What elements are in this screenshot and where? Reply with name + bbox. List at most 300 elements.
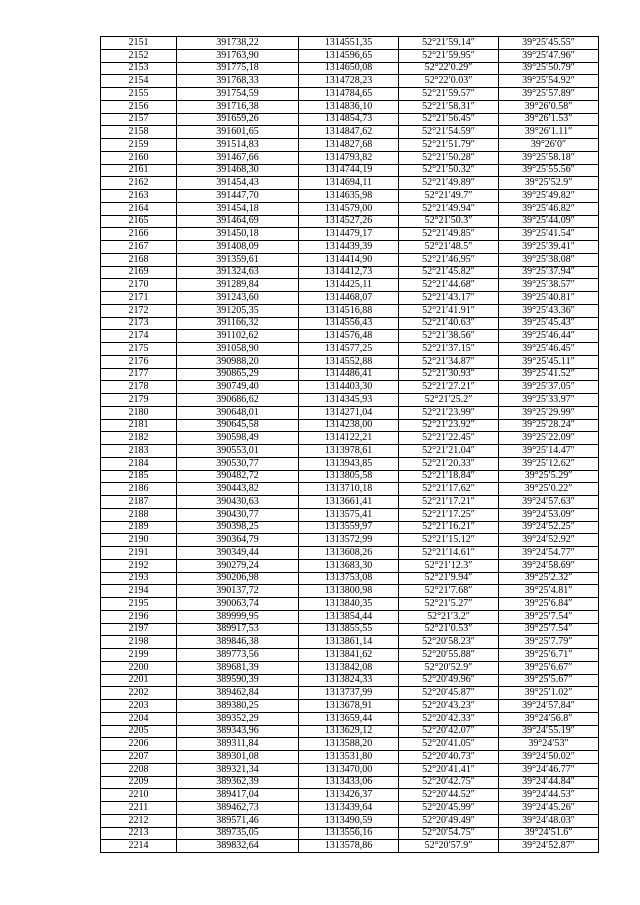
- table-row: [101, 113, 599, 126]
- y-coordinate-cell: 1313661,41: [299, 496, 399, 509]
- table-row: [101, 37, 599, 50]
- latitude-cell: 52°22′0.29″: [399, 62, 499, 75]
- latitude-cell: 52°20′45.87″: [399, 687, 499, 700]
- x-coordinate-cell: 391514,83: [177, 139, 299, 152]
- point-number-cell: 2164: [101, 202, 177, 215]
- x-coordinate-cell: 391058,90: [177, 343, 299, 356]
- latitude-cell: 52°21′9.94″: [399, 572, 499, 585]
- table-row: [101, 789, 599, 802]
- longitude-cell: 39°25′50.79″: [499, 62, 599, 75]
- table-row: [101, 445, 599, 458]
- longitude-cell: 39°25′6.84″: [499, 598, 599, 611]
- latitude-cell: 52°21′17.62″: [399, 483, 499, 496]
- x-coordinate-cell: 390645,58: [177, 419, 299, 432]
- longitude-cell: 39°25′5.29″: [499, 470, 599, 483]
- longitude-cell: 39°24′56.8″: [499, 712, 599, 725]
- y-coordinate-cell: 1314412,73: [299, 266, 399, 279]
- latitude-cell: 52°21′18.84″: [399, 470, 499, 483]
- x-coordinate-cell: 389321,34: [177, 763, 299, 776]
- latitude-cell: 52°20′54.75″: [399, 827, 499, 840]
- x-coordinate-cell: 389462,84: [177, 687, 299, 700]
- table-row: [101, 470, 599, 483]
- latitude-cell: 52°20′58.23″: [399, 636, 499, 649]
- table-row: [101, 317, 599, 330]
- y-coordinate-cell: 1314556,43: [299, 317, 399, 330]
- point-number-cell: 2175: [101, 343, 177, 356]
- y-coordinate-cell: 1313578,86: [299, 840, 399, 853]
- table-row: [101, 623, 599, 636]
- x-coordinate-cell: 391659,26: [177, 113, 299, 126]
- point-number-cell: 2165: [101, 215, 177, 228]
- latitude-cell: 52°21′41.91″: [399, 304, 499, 317]
- x-coordinate-cell: 391467,66: [177, 151, 299, 164]
- longitude-cell: 39°25′37.94″: [499, 266, 599, 279]
- longitude-cell: 39°25′2.32″: [499, 572, 599, 585]
- longitude-cell: 39°24′53.09″: [499, 508, 599, 521]
- y-coordinate-cell: 1314238,00: [299, 419, 399, 432]
- y-coordinate-cell: 1313710,18: [299, 483, 399, 496]
- point-number-cell: 2178: [101, 381, 177, 394]
- y-coordinate-cell: 1313854,44: [299, 610, 399, 623]
- longitude-cell: 39°25′38.08″: [499, 253, 599, 266]
- x-coordinate-cell: 391289,84: [177, 279, 299, 292]
- y-coordinate-cell: 1314576,48: [299, 330, 399, 343]
- table-row: [101, 177, 599, 190]
- point-number-cell: 2200: [101, 661, 177, 674]
- y-coordinate-cell: 1313824,33: [299, 674, 399, 687]
- longitude-cell: 39°25′52.9″: [499, 177, 599, 190]
- table-row: [101, 559, 599, 572]
- longitude-cell: 39°25′46.82″: [499, 202, 599, 215]
- longitude-cell: 39°25′40.81″: [499, 292, 599, 305]
- point-number-cell: 2209: [101, 776, 177, 789]
- y-coordinate-cell: 1314425,11: [299, 279, 399, 292]
- latitude-cell: 52°20′44.52″: [399, 789, 499, 802]
- longitude-cell: 39°24′50.02″: [499, 751, 599, 764]
- latitude-cell: 52°21′40.63″: [399, 317, 499, 330]
- y-coordinate-cell: 1314527,26: [299, 215, 399, 228]
- table-row: [101, 419, 599, 432]
- y-coordinate-cell: 1313439,64: [299, 802, 399, 815]
- x-coordinate-cell: 391359,61: [177, 253, 299, 266]
- y-coordinate-cell: 1313861,14: [299, 636, 399, 649]
- longitude-cell: 39°25′54.92″: [499, 75, 599, 88]
- longitude-cell: 39°25′45.11″: [499, 355, 599, 368]
- table-row: [101, 457, 599, 470]
- point-number-cell: 2155: [101, 88, 177, 101]
- table-row: [101, 406, 599, 419]
- latitude-cell: 52°20′42.75″: [399, 776, 499, 789]
- x-coordinate-cell: 389999,95: [177, 610, 299, 623]
- y-coordinate-cell: 1314271,04: [299, 406, 399, 419]
- longitude-cell: 39°25′49.82″: [499, 190, 599, 203]
- table-row: [101, 598, 599, 611]
- table-row: [101, 394, 599, 407]
- x-coordinate-cell: 390865,29: [177, 368, 299, 381]
- y-coordinate-cell: 1313608,26: [299, 547, 399, 560]
- point-number-cell: 2214: [101, 840, 177, 853]
- table-row: [101, 49, 599, 62]
- latitude-cell: 52°21′23.99″: [399, 406, 499, 419]
- x-coordinate-cell: 390482,72: [177, 470, 299, 483]
- table-row: [101, 381, 599, 394]
- latitude-cell: 52°21′50.32″: [399, 164, 499, 177]
- table-row: [101, 547, 599, 560]
- point-number-cell: 2151: [101, 37, 177, 50]
- y-coordinate-cell: 1313433,06: [299, 776, 399, 789]
- latitude-cell: 52°21′51.79″: [399, 139, 499, 152]
- point-number-cell: 2210: [101, 789, 177, 802]
- table-row: [101, 100, 599, 113]
- table-row: [101, 164, 599, 177]
- point-number-cell: 2194: [101, 585, 177, 598]
- longitude-cell: 39°26′0″: [499, 139, 599, 152]
- y-coordinate-cell: 1314439,39: [299, 241, 399, 254]
- longitude-cell: 39°25′0.22″: [499, 483, 599, 496]
- latitude-cell: 52°21′34.87″: [399, 355, 499, 368]
- x-coordinate-cell: 391243,60: [177, 292, 299, 305]
- table-row: [101, 763, 599, 776]
- point-number-cell: 2199: [101, 649, 177, 662]
- longitude-cell: 39°25′44.09″: [499, 215, 599, 228]
- latitude-cell: 52°21′21.04″: [399, 445, 499, 458]
- latitude-cell: 52°21′49.7″: [399, 190, 499, 203]
- table-row: [101, 304, 599, 317]
- longitude-cell: 39°25′7.54″: [499, 610, 599, 623]
- y-coordinate-cell: 1313840,35: [299, 598, 399, 611]
- longitude-cell: 39°25′14.47″: [499, 445, 599, 458]
- point-number-cell: 2160: [101, 151, 177, 164]
- table-row: [101, 355, 599, 368]
- y-coordinate-cell: 1314784,65: [299, 88, 399, 101]
- x-coordinate-cell: 390364,79: [177, 534, 299, 547]
- table-row: [101, 636, 599, 649]
- table-row: [101, 496, 599, 509]
- point-number-cell: 2174: [101, 330, 177, 343]
- latitude-cell: 52°21′50.28″: [399, 151, 499, 164]
- latitude-cell: 52°20′55.88″: [399, 649, 499, 662]
- x-coordinate-cell: 390430,77: [177, 508, 299, 521]
- x-coordinate-cell: 390749,40: [177, 381, 299, 394]
- y-coordinate-cell: 1313841,62: [299, 649, 399, 662]
- y-coordinate-cell: 1313753,08: [299, 572, 399, 585]
- longitude-cell: 39°25′55.56″: [499, 164, 599, 177]
- table-row: [101, 266, 599, 279]
- longitude-cell: 39°24′48.03″: [499, 814, 599, 827]
- y-coordinate-cell: 1314122,21: [299, 432, 399, 445]
- y-coordinate-cell: 1313629,12: [299, 725, 399, 738]
- x-coordinate-cell: 390137,72: [177, 585, 299, 598]
- x-coordinate-cell: 391464,69: [177, 215, 299, 228]
- latitude-cell: 52°21′56.45″: [399, 113, 499, 126]
- x-coordinate-cell: 390553,01: [177, 445, 299, 458]
- x-coordinate-cell: 391775,18: [177, 62, 299, 75]
- longitude-cell: 39°25′29.99″: [499, 406, 599, 419]
- x-coordinate-cell: 391102,62: [177, 330, 299, 343]
- table-row: [101, 241, 599, 254]
- table-row: [101, 585, 599, 598]
- point-number-cell: 2170: [101, 279, 177, 292]
- longitude-cell: 39°25′12.62″: [499, 457, 599, 470]
- x-coordinate-cell: 389590,39: [177, 674, 299, 687]
- x-coordinate-cell: 389380,25: [177, 700, 299, 713]
- longitude-cell: 39°25′39.41″: [499, 241, 599, 254]
- table-row: [101, 776, 599, 789]
- table-row: [101, 75, 599, 88]
- table-row: [101, 700, 599, 713]
- y-coordinate-cell: 1314414,90: [299, 253, 399, 266]
- latitude-cell: 52°21′25.2″: [399, 394, 499, 407]
- x-coordinate-cell: 390206,98: [177, 572, 299, 585]
- y-coordinate-cell: 1313531,80: [299, 751, 399, 764]
- y-coordinate-cell: 1313943,85: [299, 457, 399, 470]
- longitude-cell: 39°24′44.53″: [499, 789, 599, 802]
- longitude-cell: 39°24′46.77″: [499, 763, 599, 776]
- latitude-cell: 52°21′14.61″: [399, 547, 499, 560]
- x-coordinate-cell: 390530,77: [177, 457, 299, 470]
- table-row: [101, 343, 599, 356]
- y-coordinate-cell: 1314596,65: [299, 49, 399, 62]
- latitude-cell: 52°20′49.49″: [399, 814, 499, 827]
- table-row: [101, 88, 599, 101]
- table-row: [101, 483, 599, 496]
- latitude-cell: 52°21′50.3″: [399, 215, 499, 228]
- latitude-cell: 52°21′59.57″: [399, 88, 499, 101]
- table-row: [101, 802, 599, 815]
- y-coordinate-cell: 1314579,00: [299, 202, 399, 215]
- x-coordinate-cell: 389571,46: [177, 814, 299, 827]
- point-number-cell: 2166: [101, 228, 177, 241]
- longitude-cell: 39°25′45.43″: [499, 317, 599, 330]
- x-coordinate-cell: 391468,30: [177, 164, 299, 177]
- y-coordinate-cell: 1314479,17: [299, 228, 399, 241]
- point-number-cell: 2198: [101, 636, 177, 649]
- point-number-cell: 2154: [101, 75, 177, 88]
- y-coordinate-cell: 1314577,25: [299, 343, 399, 356]
- x-coordinate-cell: 391738,22: [177, 37, 299, 50]
- x-coordinate-cell: 391447,70: [177, 190, 299, 203]
- longitude-cell: 39°24′57.84″: [499, 700, 599, 713]
- longitude-cell: 39°25′41.52″: [499, 368, 599, 381]
- longitude-cell: 39°24′54.77″: [499, 547, 599, 560]
- table-row: [101, 687, 599, 700]
- point-number-cell: 2167: [101, 241, 177, 254]
- latitude-cell: 52°21′59.14″: [399, 37, 499, 50]
- table-row: [101, 202, 599, 215]
- table-row: [101, 840, 599, 853]
- latitude-cell: 52°21′58.31″: [399, 100, 499, 113]
- x-coordinate-cell: 391324,63: [177, 266, 299, 279]
- table-row: [101, 279, 599, 292]
- y-coordinate-cell: 1313737,99: [299, 687, 399, 700]
- table-row: [101, 139, 599, 152]
- point-number-cell: 2158: [101, 126, 177, 139]
- point-number-cell: 2161: [101, 164, 177, 177]
- latitude-cell: 52°21′49.94″: [399, 202, 499, 215]
- y-coordinate-cell: 1313855,55: [299, 623, 399, 636]
- y-coordinate-cell: 1314744,19: [299, 164, 399, 177]
- point-number-cell: 2183: [101, 445, 177, 458]
- table-row: [101, 814, 599, 827]
- latitude-cell: 52°21′44.68″: [399, 279, 499, 292]
- point-number-cell: 2156: [101, 100, 177, 113]
- table-row: [101, 330, 599, 343]
- point-number-cell: 2207: [101, 751, 177, 764]
- latitude-cell: 52°20′41.05″: [399, 738, 499, 751]
- x-coordinate-cell: 390443,82: [177, 483, 299, 496]
- point-number-cell: 2172: [101, 304, 177, 317]
- latitude-cell: 52°21′0.53″: [399, 623, 499, 636]
- y-coordinate-cell: 1314694,11: [299, 177, 399, 190]
- latitude-cell: 52°20′43.23″: [399, 700, 499, 713]
- point-number-cell: 2171: [101, 292, 177, 305]
- longitude-cell: 39°24′57.63″: [499, 496, 599, 509]
- table-row: [101, 151, 599, 164]
- y-coordinate-cell: 1313572,99: [299, 534, 399, 547]
- latitude-cell: 52°21′23.92″: [399, 419, 499, 432]
- point-number-cell: 2211: [101, 802, 177, 815]
- table-row: [101, 725, 599, 738]
- point-number-cell: 2192: [101, 559, 177, 572]
- longitude-cell: 39°25′33.97″: [499, 394, 599, 407]
- latitude-cell: 52°21′17.25″: [399, 508, 499, 521]
- table-row: [101, 751, 599, 764]
- x-coordinate-cell: 389846,38: [177, 636, 299, 649]
- y-coordinate-cell: 1314635,98: [299, 190, 399, 203]
- point-number-cell: 2180: [101, 406, 177, 419]
- longitude-cell: 39°24′58.69″: [499, 559, 599, 572]
- longitude-cell: 39°25′22.09″: [499, 432, 599, 445]
- point-number-cell: 2193: [101, 572, 177, 585]
- latitude-cell: 52°20′42.07″: [399, 725, 499, 738]
- y-coordinate-cell: 1313490,59: [299, 814, 399, 827]
- x-coordinate-cell: 389362,39: [177, 776, 299, 789]
- y-coordinate-cell: 1313556,16: [299, 827, 399, 840]
- longitude-cell: 39°25′45.55″: [499, 37, 599, 50]
- y-coordinate-cell: 1314551,35: [299, 37, 399, 50]
- point-number-cell: 2186: [101, 483, 177, 496]
- point-number-cell: 2187: [101, 496, 177, 509]
- latitude-cell: 52°20′41.41″: [399, 763, 499, 776]
- latitude-cell: 52°21′3.2″: [399, 610, 499, 623]
- longitude-cell: 39°25′41.54″: [499, 228, 599, 241]
- point-number-cell: 2184: [101, 457, 177, 470]
- latitude-cell: 52°21′48.5″: [399, 241, 499, 254]
- y-coordinate-cell: 1313426,37: [299, 789, 399, 802]
- point-number-cell: 2176: [101, 355, 177, 368]
- y-coordinate-cell: 1314728,23: [299, 75, 399, 88]
- y-coordinate-cell: 1314650,08: [299, 62, 399, 75]
- table-row: [101, 253, 599, 266]
- latitude-cell: 52°20′45.99″: [399, 802, 499, 815]
- table-row: [101, 738, 599, 751]
- point-number-cell: 2195: [101, 598, 177, 611]
- latitude-cell: 52°21′49.89″: [399, 177, 499, 190]
- x-coordinate-cell: 389417,04: [177, 789, 299, 802]
- point-number-cell: 2163: [101, 190, 177, 203]
- point-number-cell: 2169: [101, 266, 177, 279]
- x-coordinate-cell: 390063,74: [177, 598, 299, 611]
- x-coordinate-cell: 389462,73: [177, 802, 299, 815]
- x-coordinate-cell: 389311,84: [177, 738, 299, 751]
- point-number-cell: 2191: [101, 547, 177, 560]
- latitude-cell: 52°21′45.82″: [399, 266, 499, 279]
- longitude-cell: 39°25′5.67″: [499, 674, 599, 687]
- point-number-cell: 2201: [101, 674, 177, 687]
- longitude-cell: 39°24′44.84″: [499, 776, 599, 789]
- point-number-cell: 2205: [101, 725, 177, 738]
- latitude-cell: 52°21′17.21″: [399, 496, 499, 509]
- longitude-cell: 39°24′45.26″: [499, 802, 599, 815]
- latitude-cell: 52°21′12.3″: [399, 559, 499, 572]
- latitude-cell: 52°21′16.21″: [399, 521, 499, 534]
- longitude-cell: 39°26′1.11″: [499, 126, 599, 139]
- table-row: [101, 534, 599, 547]
- x-coordinate-cell: 389681,39: [177, 661, 299, 674]
- y-coordinate-cell: 1313978,61: [299, 445, 399, 458]
- y-coordinate-cell: 1313588,20: [299, 738, 399, 751]
- longitude-cell: 39°25′46.44″: [499, 330, 599, 343]
- y-coordinate-cell: 1313805,58: [299, 470, 399, 483]
- y-coordinate-cell: 1313678,91: [299, 700, 399, 713]
- y-coordinate-cell: 1313575,41: [299, 508, 399, 521]
- longitude-cell: 39°25′7.54″: [499, 623, 599, 636]
- table-row: [101, 649, 599, 662]
- x-coordinate-cell: 391450,18: [177, 228, 299, 241]
- y-coordinate-cell: 1314854,73: [299, 113, 399, 126]
- longitude-cell: 39°24′53″: [499, 738, 599, 751]
- x-coordinate-cell: 389917,53: [177, 623, 299, 636]
- longitude-cell: 39°25′58.18″: [499, 151, 599, 164]
- point-number-cell: 2197: [101, 623, 177, 636]
- table-row: [101, 62, 599, 75]
- table-row: [101, 508, 599, 521]
- x-coordinate-cell: 391454,18: [177, 202, 299, 215]
- longitude-cell: 39°25′47.96″: [499, 49, 599, 62]
- y-coordinate-cell: 1313842,08: [299, 661, 399, 674]
- latitude-cell: 52°21′59.95″: [399, 49, 499, 62]
- longitude-cell: 39°26′1.53″: [499, 113, 599, 126]
- point-number-cell: 2206: [101, 738, 177, 751]
- y-coordinate-cell: 1314486,41: [299, 368, 399, 381]
- x-coordinate-cell: 389773,56: [177, 649, 299, 662]
- x-coordinate-cell: 389343,96: [177, 725, 299, 738]
- x-coordinate-cell: 389352,29: [177, 712, 299, 725]
- latitude-cell: 52°21′46.95″: [399, 253, 499, 266]
- longitude-cell: 39°25′38.57″: [499, 279, 599, 292]
- x-coordinate-cell: 391763,90: [177, 49, 299, 62]
- latitude-cell: 52°21′49.85″: [399, 228, 499, 241]
- x-coordinate-cell: 389301,08: [177, 751, 299, 764]
- latitude-cell: 52°21′27.21″: [399, 381, 499, 394]
- point-number-cell: 2208: [101, 763, 177, 776]
- latitude-cell: 52°21′5.27″: [399, 598, 499, 611]
- x-coordinate-cell: 389735,05: [177, 827, 299, 840]
- table-row: [101, 610, 599, 623]
- point-number-cell: 2188: [101, 508, 177, 521]
- y-coordinate-cell: 1314516,88: [299, 304, 399, 317]
- x-coordinate-cell: 390430,63: [177, 496, 299, 509]
- latitude-cell: 52°21′54.59″: [399, 126, 499, 139]
- point-number-cell: 2173: [101, 317, 177, 330]
- longitude-cell: 39°25′28.24″: [499, 419, 599, 432]
- point-number-cell: 2190: [101, 534, 177, 547]
- latitude-cell: 52°22′0.03″: [399, 75, 499, 88]
- point-number-cell: 2181: [101, 419, 177, 432]
- y-coordinate-cell: 1313470,00: [299, 763, 399, 776]
- x-coordinate-cell: 391716,38: [177, 100, 299, 113]
- latitude-cell: 52°21′37.15″: [399, 343, 499, 356]
